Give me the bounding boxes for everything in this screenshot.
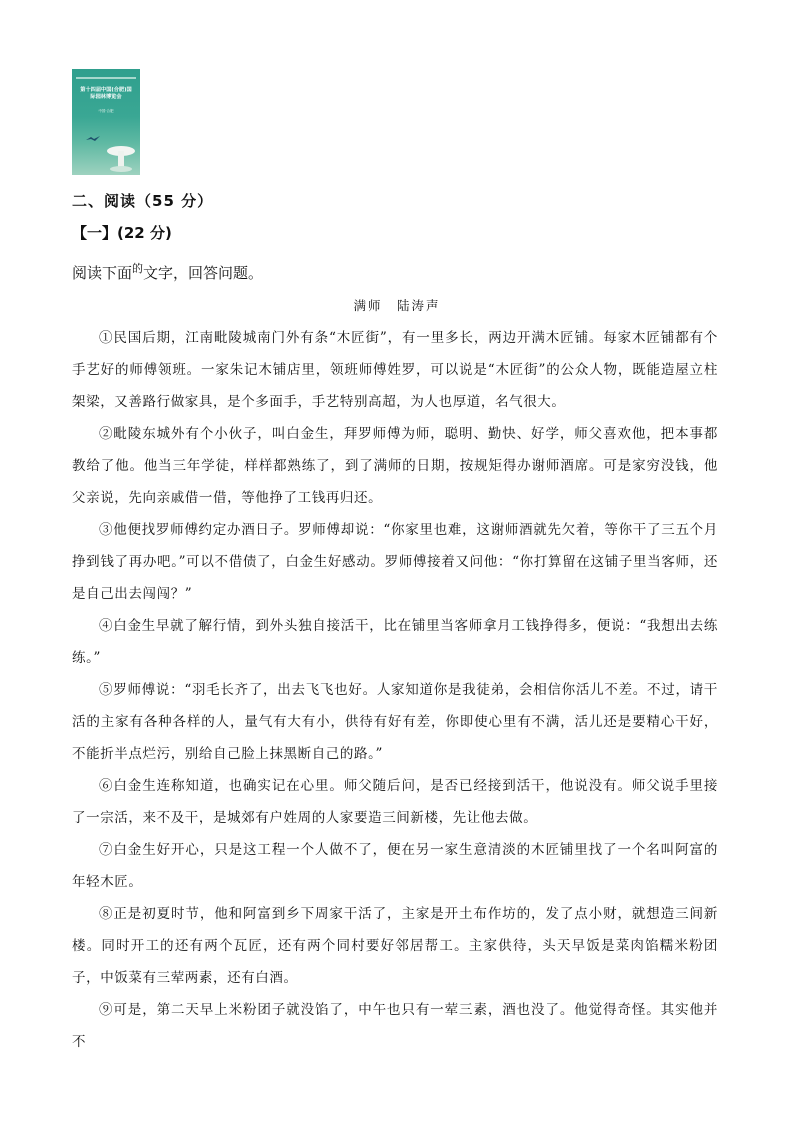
story-title: 满师 陆涛声 (353, 298, 441, 313)
instruction-sup: 的 (132, 262, 144, 275)
paragraph: ⑦白金生好开心，只是这工程一个人做不了，便在另一家生意清淡的木匠铺里找了一个名叫阿富的年轻木匠。 (72, 842, 718, 890)
story-body (72, 322, 718, 1058)
instruction-after: 文字，回答问题。 (143, 264, 264, 282)
paragraph: ④白金生早就了解行情，到外头独自接活干，比在铺里当客师拿月工钱挣得多，便说：“我想出去练练。” (72, 618, 718, 666)
bird-icon (86, 136, 100, 142)
section-heading: 二、阅读（55 分） (72, 192, 214, 210)
poster-title: 第十四届中国(合肥)国际园林博览会 (80, 87, 132, 100)
pavilion-icon (106, 143, 136, 173)
paragraph: ①民国后期，江南毗陵城南门外有条“木匠街”，有一里多长，两边开满木匠铺。每家木匠铺都有个手艺好的师傅领班。一家朱记木铺店里，领班师傅姓罗，可以说是“木匠街”的公众人物，既能造屋立柱架梁，又善路行做家具，是个多面手，手艺特别高超，为人也厚道，名气很大。 (72, 330, 718, 410)
paragraph: ②毗陵东城外有个小伙子，叫白金生，拜罗师傅为师，聪明、勤快、好学，师父喜欢他，把本事都教给了他。他当三年学徒，样样都熟练了，到了满师的日期，按规矩得办谢师酒席。可是家穷没钱，他父亲说，先向亲戚借一借，等他挣了工钱再归还。 (72, 426, 718, 506)
part-heading: 【一】(22 分) (72, 224, 172, 242)
poster-subtitle: 中国·合肥 (98, 109, 114, 113)
expo-poster-image (72, 69, 140, 175)
instruction-before: 阅读下面 (72, 264, 133, 282)
paragraph: ⑤罗师傅说：“羽毛长齐了，出去飞飞也好。人家知道你是我徒弟，会相信你活儿不差。不过，请干活的主家有各种各样的人，量气有大有小，供待有好有差，你即使心里有不满，活儿还是要精心干好，不能折半点烂污，别给自己脸上抹黑断自己的路。” (72, 682, 718, 762)
paragraph: ⑥白金生连称知道，也确实记在心里。师父随后问，是否已经接到活干，他说没有。师父说手里接了一宗活，来不及干，是城郊有户姓周的人家要造三间新楼，先让他去做。 (72, 778, 718, 826)
paragraph: ⑨可是，第二天早上米粉团子就没馅了，中午也只有一荤三素，酒也没了。他觉得奇怪。其实他并不 (72, 1002, 718, 1050)
poster-top-strip (76, 77, 136, 79)
paragraph: ③他便找罗师傅约定办酒日子。罗师傅却说：“你家里也难，这谢师酒就先欠着，等你干了三五个月挣到钱了再办吧。”可以不借债了，白金生好感动。罗师傅接着又问他：“你打算留在这铺子里当客师，还是自己出去闯闯？” (72, 522, 718, 602)
reading-instruction (72, 260, 263, 283)
paragraph: ⑧正是初夏时节，他和阿富到乡下周家干活了，主家是开土布作坊的，发了点小财，就想造三间新楼。同时开工的还有两个瓦匠，还有两个同村要好邻居帮工。主家供待，头天早饭是菜肉馅糯米粉团子，中饭菜有三荤两素，还有白酒。 (72, 906, 718, 986)
